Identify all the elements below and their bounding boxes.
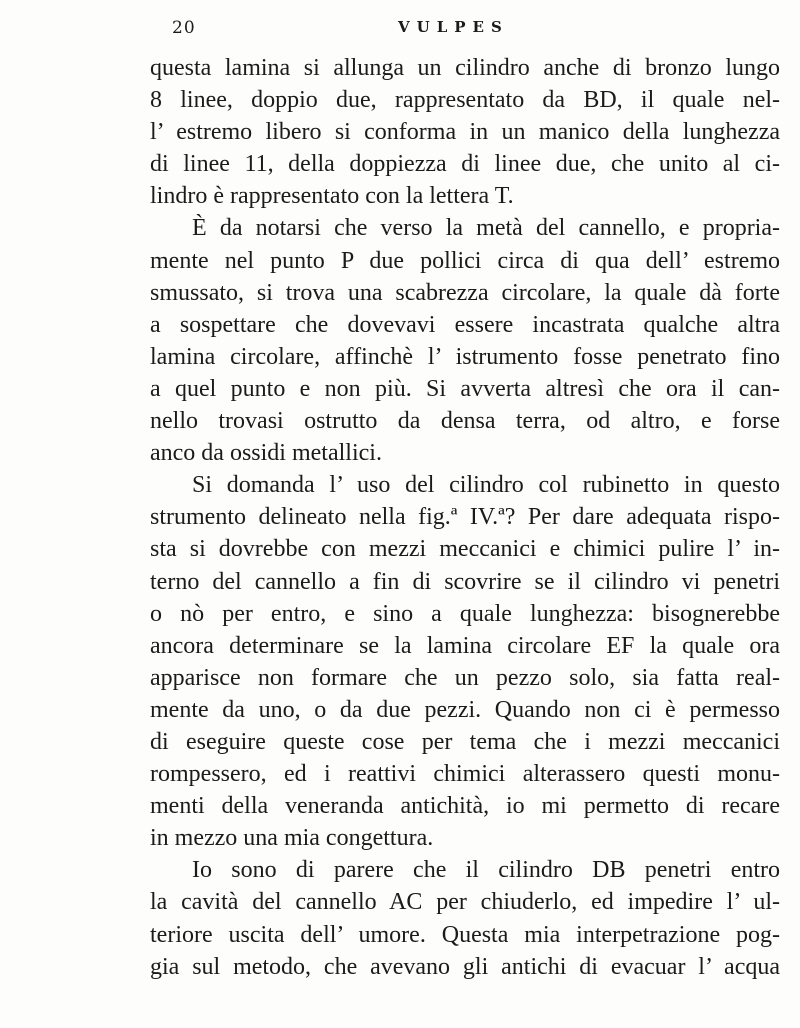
text-line: menti della veneranda antichità, io mi permetto di recare (150, 793, 780, 820)
page-number: 20 (172, 18, 196, 38)
text-line: mente da uno, o da due pezzi. Quando non ci è permesso (150, 696, 780, 723)
page-header (150, 18, 790, 48)
text-line: apparisce non formare che un pezzo solo, sia fatta real- (150, 664, 780, 691)
text-line: lindro è rappresentato con la lettera T. (150, 183, 514, 210)
text-line: in mezzo una mia congettura. (150, 825, 434, 852)
text-line: ancora determinare se la lamina circolare EF la quale ora (150, 632, 780, 659)
text-line: mente nel punto P due pollici circa di qua dell’ estremo (150, 247, 780, 274)
text-line: rompessero, ed i reattivi chimici alterassero questi monu- (150, 761, 780, 788)
text-line: questa lamina si allunga un cilindro anche di bronzo lungo (150, 55, 780, 81)
text-line: Io sono di parere che il cilindro DB penetri entro (192, 857, 780, 884)
running-head: VULPES (398, 18, 509, 36)
text-line: l’ estremo libero si conforma in un manico della lunghezza (150, 119, 780, 146)
text-line: a quel punto e non più. Si avverta altresì che ora il can- (150, 375, 780, 402)
text-line: lamina circolare, affinchè l’ istrumento fosse penetrato fino (150, 343, 780, 370)
text-line: smussato, si trova una scabrezza circolare, la quale dà forte (150, 279, 780, 306)
text-line: anco da ossidi metallici. (150, 440, 382, 467)
text-line: a sospettare che dovevavi essere incastrata qualche altra (150, 311, 780, 338)
text-line: di linee 11, della doppiezza di linee due, che unito al ci- (150, 151, 780, 178)
text-line: Si domanda l’ uso del cilindro col rubinetto in questo (192, 472, 780, 499)
text-line: la cavità del cannello AC per chiuderlo, ed impedire l’ ul- (150, 889, 780, 916)
text-line: di eseguire queste cose per tema che i mezzi meccanici (150, 728, 780, 755)
text-line: teriore uscita dell’ umore. Questa mia interpetrazione pog- (150, 921, 780, 948)
text-line: terno del cannello a fin di scovrire se il cilindro vi penetri (150, 568, 780, 595)
text-line: 8 linee, doppio due, rappresentato da BD, il quale nel- (150, 87, 780, 114)
body-text (150, 52, 780, 983)
text-line: nello trovasi ostrutto da densa terra, od altro, e forse (150, 408, 780, 435)
text-line: sta si dovrebbe con mezzi meccanici e chimici pulire l’ in- (150, 536, 780, 563)
text-line: o nò per entro, e sino a quale lunghezza: bisognerebbe (150, 600, 780, 627)
text-line: gia sul metodo, che avevano gli antichi di evacuar l’ acqua (150, 953, 780, 980)
text-line: È da notarsi che verso la metà del cannello, e propria- (192, 215, 780, 242)
text-line: strumento delineato nella fig.ª IV.ª? Per dare adequata rispo- (150, 504, 780, 531)
